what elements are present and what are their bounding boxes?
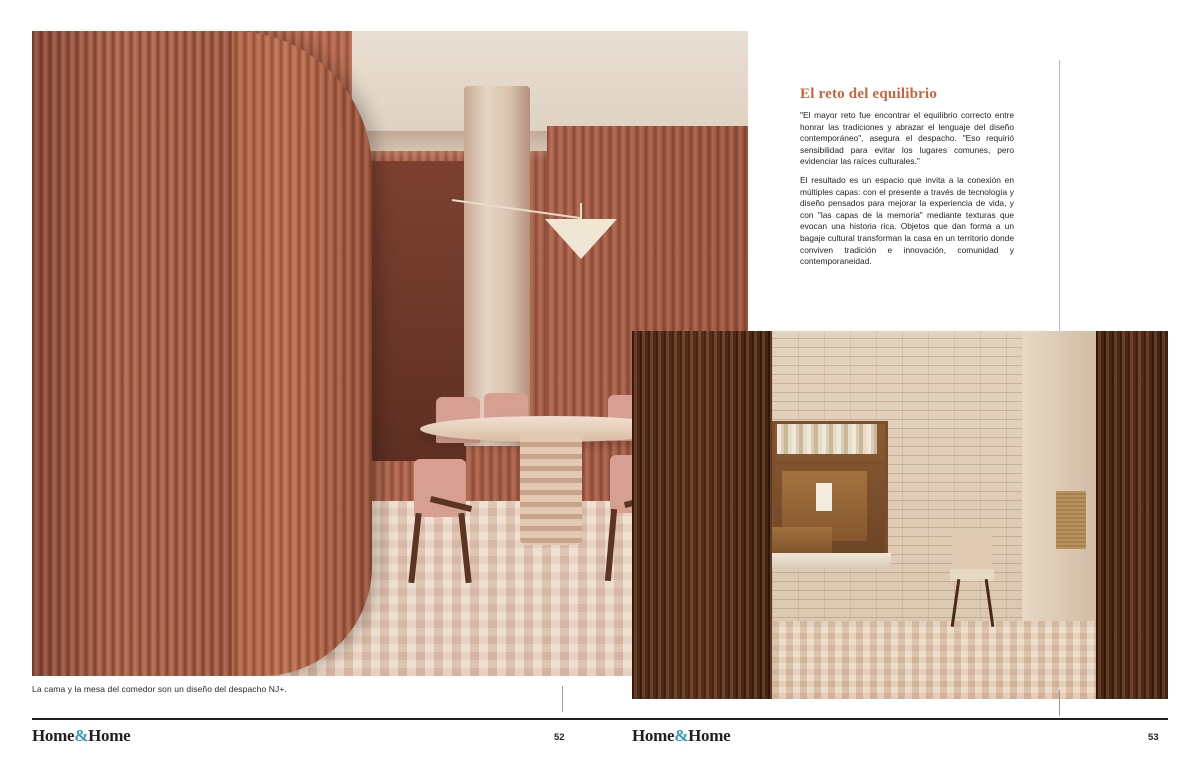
secondary-photo xyxy=(632,331,1168,699)
article-paragraph-2: El resultado es un espacio que invita a la conexión en múltiples capas: con el presente a través de tecnología y diseño pensados para mejorar la experiencia de vida, y con "las capas de la memoria" mediante texturas que evocan una historia rica. Objetos que dan forma a un bagaje cultural transforman la casa en un territorio donde conviven tradición e innovación, comunidad y contemporaneidad. xyxy=(800,174,1014,267)
shelf-divider xyxy=(772,461,882,464)
logo-word-2: Home xyxy=(688,726,731,745)
central-column xyxy=(464,86,530,446)
crop-tick-right xyxy=(1059,690,1060,716)
logo-ampersand: & xyxy=(74,726,89,745)
magazine-logo-left xyxy=(32,726,130,746)
logo-word-1: Home xyxy=(32,726,75,745)
crop-tick-left xyxy=(562,686,563,712)
logo-word-2: Home xyxy=(88,726,131,745)
tiled-floor-secondary xyxy=(772,621,1096,699)
photo-caption: La cama y la mesa del comedor son un diseño del despacho NJ+. xyxy=(32,684,287,694)
slatted-wood-screen-left xyxy=(632,331,772,699)
article-paragraph-1: "El mayor reto fue encontrar el equilibrio correcto entre honrar las tradiciones y abrazar el lenguaje del diseño contemporáneo", asegura el despacho. "Eso requirió sensibilidad para evitar los lugares comunes, pero evidenciar las raíces culturales." xyxy=(800,110,1014,167)
footer-rule-right xyxy=(632,718,1168,720)
page-number-right: 53 xyxy=(1148,732,1159,743)
wooden-chest xyxy=(772,527,832,555)
wooden-chair-back xyxy=(952,529,992,571)
article-title: El reto del equilibrio xyxy=(800,86,938,102)
books-on-shelf xyxy=(777,424,877,454)
magazine-logo-right xyxy=(632,726,730,746)
stone-console xyxy=(766,553,891,569)
slatted-wood-screen-right xyxy=(1096,331,1168,699)
page-number-left: 52 xyxy=(554,732,565,743)
shelf-object xyxy=(816,483,832,511)
logo-ampersand: & xyxy=(674,726,689,745)
woven-wall-mat xyxy=(1056,491,1086,549)
lattice-wall-left xyxy=(32,31,232,676)
logo-word-1: Home xyxy=(632,726,675,745)
dining-table-base xyxy=(520,435,582,545)
